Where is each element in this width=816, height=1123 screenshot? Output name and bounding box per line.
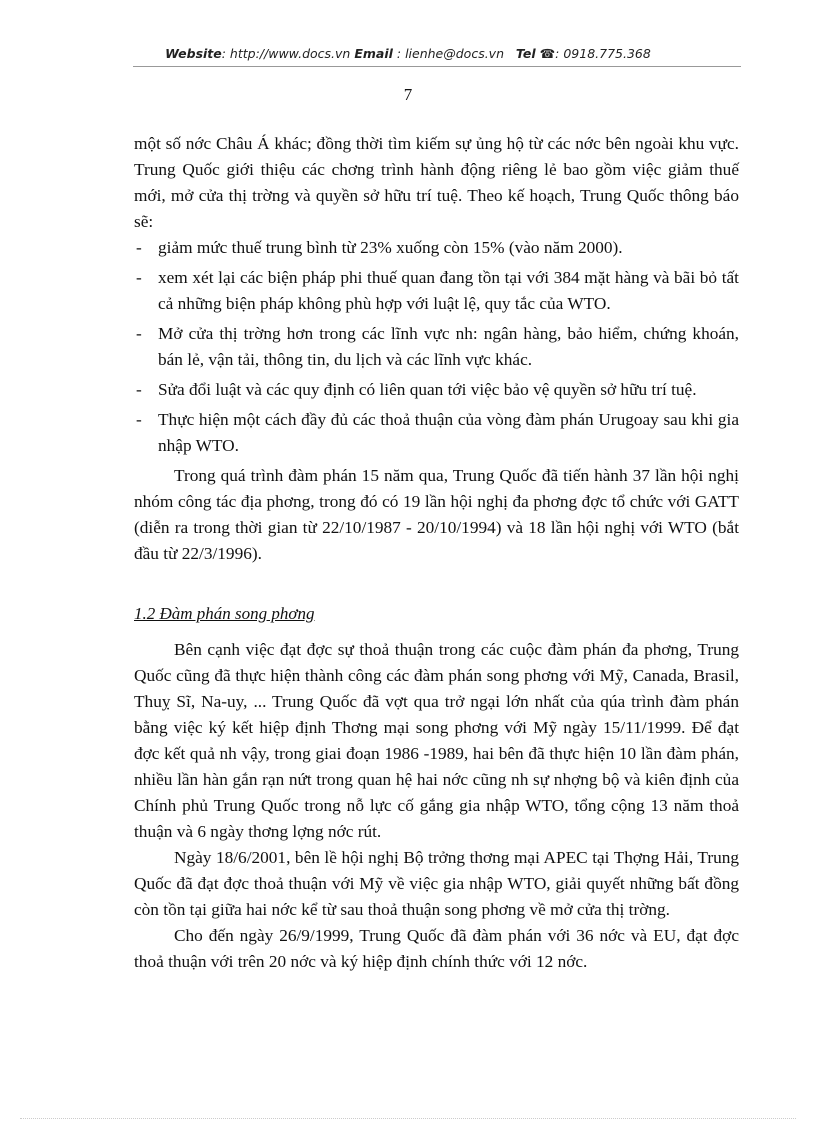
email-value: : lienhe@docs.vn <box>392 46 504 61</box>
document-body <box>134 131 739 975</box>
email-label: Email <box>354 46 393 61</box>
footer-divider <box>20 1118 796 1119</box>
bullet-marker: - <box>136 268 142 287</box>
paragraph-apec: Ngày 18/6/2001, bên lề hội nghị Bộ trởng thơng mại APEC tại Thợng Hải, Trung Quốc đã đạt đợc thoả thuận với Mỹ về việc gia nhập WTO, giải quyết những bất đồng còn tồn tại giữa hai nớc kể từ sau thoả thuận song phơng về mở cửa thị trờng. <box>134 848 739 919</box>
paragraph-intro: một số nớc Châu Á khác; đồng thời tìm kiếm sự ủng hộ từ các nớc bên ngoài khu vực. Trung Quốc giới thiệu các chơng trình hành động riêng lẻ bao gồm việc giảm thuế mới, mở cửa thị trờng và quyền sở hữu trí tuệ. Theo kế hoạch, Trung Quốc thông báo sẽ: <box>134 134 739 231</box>
paragraph-bilateral: Bên cạnh việc đạt đợc sự thoả thuận trong các cuộc đàm phán đa phơng, Trung Quốc cũng đã thực hiện thành công các đàm phán song phơng với Mỹ, Canada, Brasil, Thuỵ Sĩ, Na-uy, ... Trung Quốc đã vợt qua trở ngại lớn nhất của qúa trình đàm phán bằng việc ký kết hiệp định Thơng mại song phơng với Mỹ ngày 15/11/1999. Để đạt đợc kết quả nh vậy, trong giai đoạn 1986 -1989, hai bên đã thực hiện 10 lần đàm phán, nhiều lần hàn gắn rạn nứt trong quan hệ hai nớc cũng nh sự nhợng bộ và kiên định của Chính phủ Trung Quốc trong nỗ lực cố gắng gia nhập WTO, tổng cộng 13 năm thoả thuận và 6 ngày thơng lợng nớc rút. <box>134 640 739 841</box>
list-item: - xem xét lại các biện pháp phi thuế quan đang tồn tại với 384 mặt hàng và bãi bỏ tất cả những biện pháp không phù hợp với luật lệ, quy tắc của WTO. <box>134 265 739 317</box>
phone-icon: ☎ <box>539 46 556 61</box>
list-item: - Mở cửa thị trờng hơn trong các lĩnh vực nh: ngân hàng, bảo hiểm, chứng khoán, bán lẻ, vận tải, thông tin, du lịch và các lĩnh vực khác. <box>134 321 739 373</box>
bullet-marker: - <box>136 380 142 399</box>
paragraph-negotiations: Trong quá trình đàm phán 15 năm qua, Trung Quốc đã tiến hành 37 lần hội nghị nhóm công tác địa phơng, trong đó có 19 lần hội nghị đa phơng đợc tổ chức với GATT (diễn ra trong thời gian từ 22/10/1987 - 20/10/1994) và 18 lần hội nghị với WTO (bắt đầu từ 22/3/1996). <box>134 466 739 563</box>
tel-label: Tel <box>515 46 536 61</box>
bullet-marker: - <box>136 324 142 343</box>
page-number: 7 <box>403 85 413 104</box>
tel-value: : 0918.775.368 <box>555 46 651 61</box>
list-item: - Thực hiện một cách đầy đủ các thoả thuận của vòng đàm phán Urugoay sau khi gia nhập WTO. <box>134 407 739 459</box>
bullet-marker: - <box>136 410 142 429</box>
header-rule <box>133 66 741 67</box>
paragraph-summary: Cho đến ngày 26/9/1999, Trung Quốc đã đàm phán với 36 nớc và EU, đạt đợc thoả thuận với trên 20 nớc và ký hiệp định chính thức với 12 nớc. <box>134 926 739 971</box>
website-label: Website <box>165 46 222 61</box>
bullet-list <box>134 235 739 459</box>
website-value: : http://www.docs.vn <box>221 46 351 61</box>
page-header <box>0 46 816 61</box>
section-heading: 1.2 Đàm phán song phơng <box>134 604 315 623</box>
bullet-marker: - <box>136 238 142 257</box>
list-item: - giảm mức thuế trung bình từ 23% xuống còn 15% (vào năm 2000). <box>134 235 739 261</box>
list-item: - Sửa đổi luật và các quy định có liên quan tới việc bảo vệ quyền sở hữu trí tuệ. <box>134 377 739 403</box>
